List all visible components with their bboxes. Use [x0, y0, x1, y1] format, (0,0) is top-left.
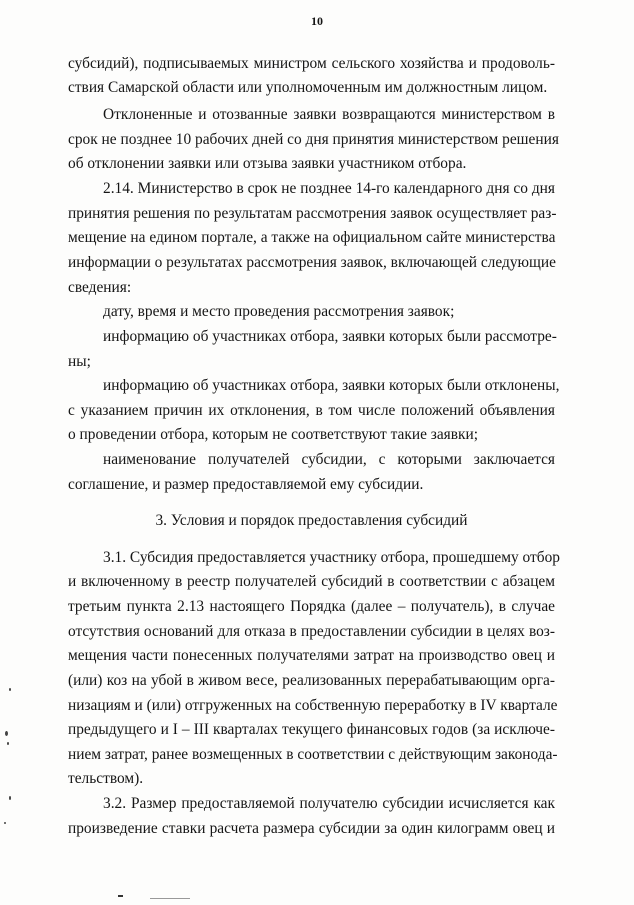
section-heading: 3. Условия и порядок предоставления субсидий [155, 512, 468, 529]
scan-speck [5, 731, 8, 736]
text-line: нием затрат, ранее возмещенных в соответствии с действующим законода- [68, 746, 558, 763]
scan-mark [150, 898, 190, 899]
text-line: информацию об участниках отбора, заявки которых были рассмотре- [103, 328, 557, 345]
text-line: и включенному в реестр получателей субсидий в соответствии с абзацем [68, 573, 555, 590]
text-line: мещения части понесенных получателями затрат на производство овец и [68, 647, 555, 664]
text-line: 2.14. Министерство в срок не позднее 14-го календарного дня со дня [103, 180, 555, 197]
text-line: тельством). [68, 770, 144, 787]
text-line: 3.1. Субсидия предоставляется участнику отбора, прошедшему отбор [103, 549, 560, 566]
scan-mark [118, 895, 123, 897]
page-number: 10 [311, 14, 323, 28]
scan-speck [9, 688, 11, 691]
text-line: сведения: [68, 279, 132, 296]
text-line: (или) коз на убой в живом весе, реализованных перерабатывающим орга- [68, 672, 555, 689]
text-line: с указанием причин их отклонения, в том числе положений объявления [68, 402, 555, 419]
text-line: дату, время и место проведения рассмотрения заявок; [103, 303, 455, 320]
text-line: о проведении отбора, которым не соответствуют такие заявки; [68, 426, 479, 443]
text-line: Отклоненные и отозванные заявки возвращаются министерством в [103, 106, 555, 123]
text-line: мещение на едином портале, а также на официальном сайте министерства [68, 229, 556, 246]
scan-speck [9, 796, 11, 800]
text-line: ны; [68, 353, 91, 370]
text-line: предыдущего и I – III кварталах текущего финансовых годов (за исключе- [68, 721, 555, 738]
scan-speck [7, 742, 9, 745]
text-line: низациям и (или) отгруженных на собственную переработку в IV квартале [68, 697, 558, 714]
text-line: субсидий), подписываемых министром сельского хозяйства и продоволь- [68, 55, 555, 72]
text-line: ствия Самарской области или уполномоченным им должностным лицом. [68, 79, 548, 96]
text-line: срок не позднее 10 рабочих дней со дня принятия министерством решения [68, 131, 559, 148]
text-line: соглашение, и размер предоставляемой ему субсидии. [68, 476, 424, 493]
text-line: третьим пункта 2.13 настоящего Порядка (далее – получатель), в случае [68, 598, 555, 615]
text-line: 3.2. Размер предоставляемой получателю субсидии исчисляется как [103, 795, 555, 812]
text-line: произведение ставки расчета размера субсидии за один килограмм овец и [68, 820, 555, 837]
text-line: информацию об участниках отбора, заявки которых были отклонены, [103, 377, 560, 394]
text-line: информации о результатах рассмотрения заявок, включающей следующие [68, 254, 556, 271]
scan-speck [4, 822, 6, 824]
text-line: наименование получателей субсидии, с которыми заключается [103, 451, 555, 468]
text-line: отсутствия оснований для отказа в предоставлении субсидии в целях воз- [68, 623, 555, 640]
text-line: принятия решения по результатам рассмотрения заявок осуществляет раз- [68, 205, 557, 222]
text-line: об отклонении заявки или отзыва заявки участником отбора. [68, 155, 467, 172]
